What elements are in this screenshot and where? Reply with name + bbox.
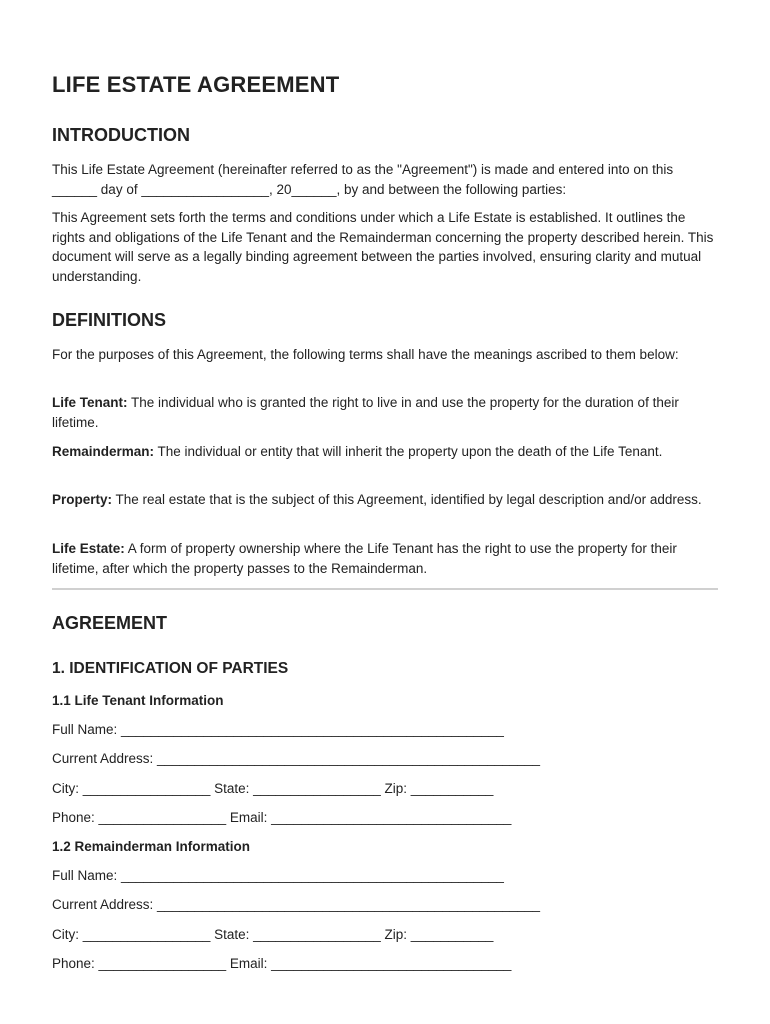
remainderman-address-field: Current Address: ___________________________________________________ (52, 897, 540, 912)
remainderman-full-name-field: Full Name: ___________________________________________________ (52, 868, 504, 883)
agreement-heading: AGREEMENT (52, 613, 168, 633)
life-tenant-info-heading: 1.1 Life Tenant Information (52, 693, 224, 708)
life-tenant-full-name-field: Full Name: ___________________________________________________ (52, 722, 504, 737)
introduction-heading: INTRODUCTION (52, 125, 190, 145)
life-tenant-address-field: Current Address: ___________________________________________________ (52, 751, 540, 766)
remainderman-city-state-zip-field: City: _________________ State: _________________ Zip: ___________ (52, 927, 494, 942)
definition-life-tenant (52, 393, 720, 432)
life-tenant-city-state-zip-field: City: _________________ State: _________________ Zip: ___________ (52, 781, 494, 796)
definition-term: Remainderman: (52, 444, 155, 459)
definition-term: Life Estate: (52, 541, 125, 556)
definitions-intro: For the purposes of this Agreement, the following terms shall have the meanings ascribed to them below: (52, 347, 679, 362)
definition-text: The individual who is granted the right to live in and use the property for the duration of their lifetime. (52, 395, 679, 430)
remainderman-phone-email-field: Phone: _________________ Email: ________________________________ (52, 956, 512, 971)
definition-remainderman (52, 442, 720, 462)
definition-text: The real estate that is the subject of this Agreement, identified by legal description and/or address. (112, 492, 702, 507)
definitions-heading: DEFINITIONS (52, 310, 167, 330)
definition-text: The individual or entity that will inherit the property upon the death of the Life Tenant. (154, 444, 663, 459)
definition-term: Life Tenant: (52, 395, 128, 410)
definition-life-estate (52, 539, 720, 578)
definition-text: A form of property ownership where the Life Tenant has the right to use the property for their lifetime, after which the property passes to the Remainderman. (52, 541, 677, 576)
life-tenant-phone-email-field: Phone: _________________ Email: ________________________________ (52, 810, 512, 825)
remainderman-info-heading: 1.2 Remainderman Information (52, 839, 251, 854)
definition-term: Property: (52, 492, 113, 507)
definition-property (52, 490, 720, 510)
section-1-heading: 1. IDENTIFICATION OF PARTIES (52, 660, 289, 677)
document-title: LIFE ESTATE AGREEMENT (52, 72, 340, 97)
introduction-paragraph-2: This Agreement sets forth the terms and conditions under which a Life Estate is established. It outlines the rights and obligations of the Life Tenant and the Remainderman concerning the property described herein. This document will serve as a legally binding agreement between the parties involved, ensuring clarity and mutual understanding. (52, 210, 714, 284)
section-divider (52, 588, 718, 590)
introduction-paragraph-1: This Life Estate Agreement (hereinafter referred to as the "Agreement") is made and entered into on this ______ day of _________________, 20______, by and between the following parties: (52, 162, 674, 197)
